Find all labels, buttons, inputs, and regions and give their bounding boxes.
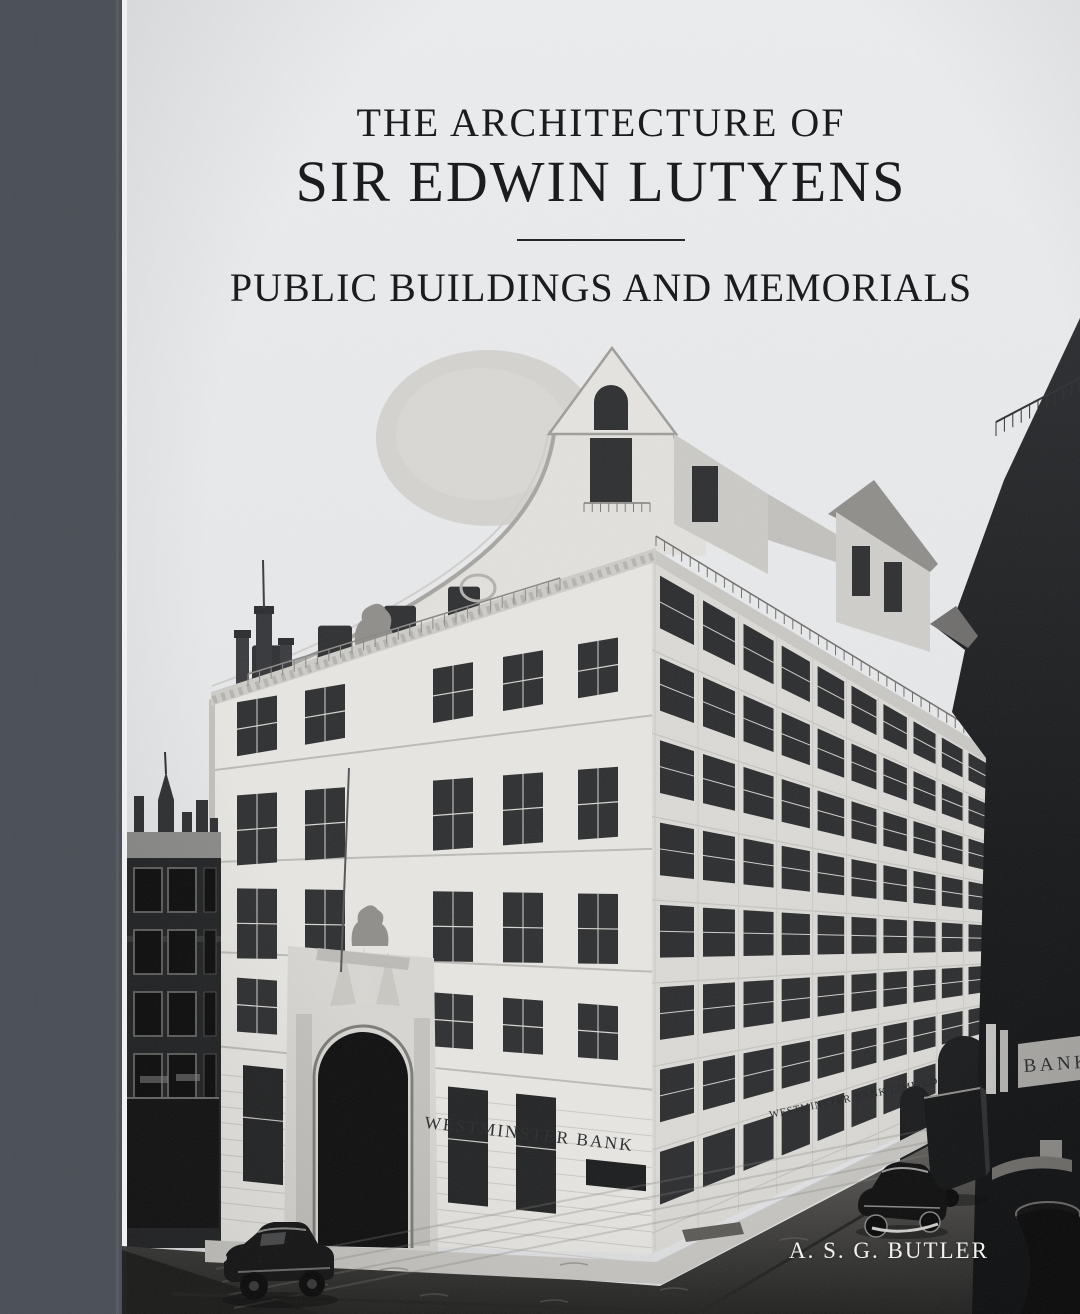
title-line-1: THE ARCHITECTURE OF xyxy=(356,100,846,145)
subtitle: PUBLIC BUILDINGS AND MEMORIALS xyxy=(229,264,973,310)
title-line-2: SIR EDWIN LUTYENS xyxy=(295,149,907,214)
author-name: A. S. G. BUTLER xyxy=(789,1238,989,1263)
